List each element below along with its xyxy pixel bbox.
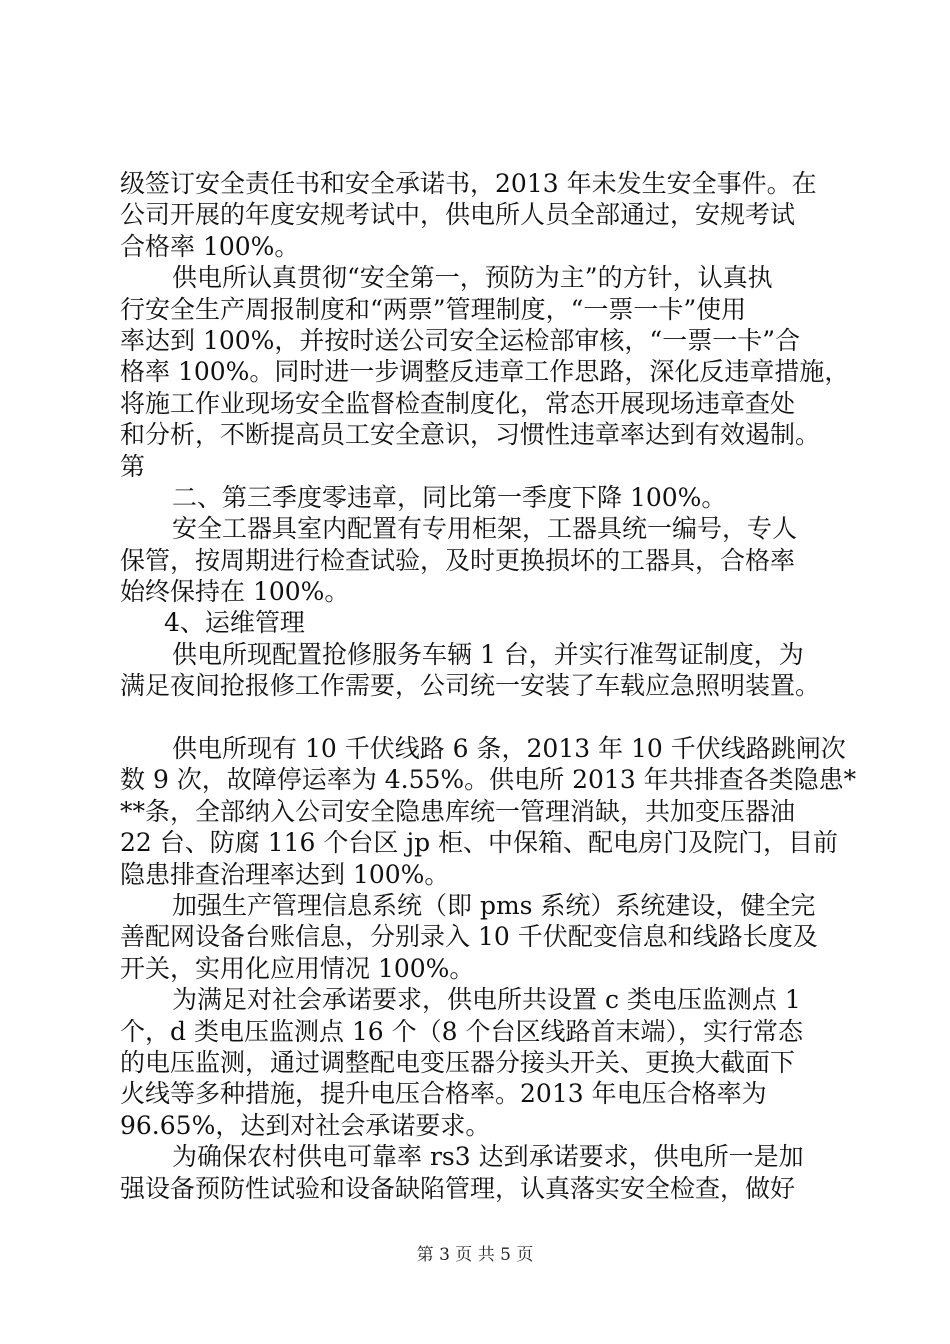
- page-number-footer: 第 3 页 共 5 页: [416, 1245, 534, 1265]
- paragraph-start: 加强生产管理信息系统（即 pms 系统）系统建设，健全完: [172, 890, 816, 920]
- paragraph-start: 供电所认真贯彻“安全第一，预防为主”的方针，认真执: [172, 263, 773, 293]
- text-line: 级签订安全责任书和安全承诺书，2013 年未发生安全事件。在: [120, 169, 817, 198]
- text-line: 第: [120, 451, 146, 481]
- text-line: 将施工作业现场安全监督检查制度化，常态开展现场违章查处: [120, 388, 796, 418]
- text-line: 善配网设备台账信息，分别录入 10 千伏配变信息和线路长度及: [120, 922, 818, 952]
- paragraph-start: 二、第三季度零违章，同比第一季度下降 100%。: [172, 482, 727, 512]
- text-line: 满足夜间抢报修工作需要，公司统一安装了车载应急照明装置。: [120, 671, 821, 701]
- text-line: 保管，按周期进行检查试验，及时更换损坏的工器具，合格率: [120, 545, 796, 575]
- text-line: 和分析，不断提高员工安全意识，习惯性违章率达到有效遏制。: [120, 420, 821, 450]
- text-line: 个，d 类电压监测点 16 个（8 个台区线路首末端），实行常态: [120, 1016, 804, 1046]
- text-line: **条，全部纳入公司安全隐患库统一管理消缺，共加变压器油: [120, 796, 796, 826]
- paragraph-start: 为确保农村供电可靠率 rs3 达到承诺要求，供电所一是加: [172, 1142, 804, 1172]
- blank-line: [120, 702, 842, 733]
- text-line: 96.65%，达到对社会承诺要求。: [120, 1110, 491, 1140]
- text-line: 强设备预防性试验和设备缺陷管理，认真落实安全检查，做好: [120, 1173, 796, 1203]
- paragraph-start: 安全工器具室内配置有专用柜架，工器具统一编号，专人: [172, 514, 798, 544]
- paragraph-start: 为满足对社会承诺要求，供电所共设置 c 类电压监测点 1: [172, 985, 801, 1015]
- text-line: 率达到 100%，并按时送公司安全运检部审核，“一票一卡”合: [120, 325, 800, 355]
- text-line: 格率 100%。同时进一步调整反违章工作思路，深化反违章措施，: [120, 357, 850, 387]
- paragraph-start: 供电所现有 10 千伏线路 6 条，2013 年 10 千伏线路跳闸次: [172, 734, 846, 764]
- text-line: 开关，实用化应用情况 100%。: [120, 953, 475, 983]
- text-line: 的电压监测，通过调整配电变压器分接头开关、更换大截面下: [120, 1047, 796, 1077]
- text-line: 行安全生产周报制度和“两票”管理制度，“一票一卡”使用: [120, 294, 747, 324]
- paragraph-start: 供电所现配置抢修服务车辆 1 台，并实行准驾证制度，为: [172, 639, 804, 669]
- text-line: 数 9 次，故障停运率为 4.55%。供电所 2013 年共排查各类隐患*: [120, 765, 857, 795]
- text-line: 公司开展的年度安规考试中，供电所人员全部通过，安规考试: [120, 200, 796, 230]
- text-line: 合格率 100%。: [120, 231, 300, 261]
- body-text: [120, 168, 857, 1204]
- text-line: 始终保持在 100%。: [120, 577, 350, 607]
- section-heading: 4、运维管理: [164, 608, 305, 638]
- text-line: 隐患排查治理率达到 100%。: [120, 859, 450, 889]
- text-line: 火线等多种措施，提升电压合格率。2013 年电压合格率为: [120, 1079, 767, 1109]
- text-line: 22 台、防腐 116 个台区 jp 柜、中保箱、配电房门及院门，目前: [120, 828, 839, 858]
